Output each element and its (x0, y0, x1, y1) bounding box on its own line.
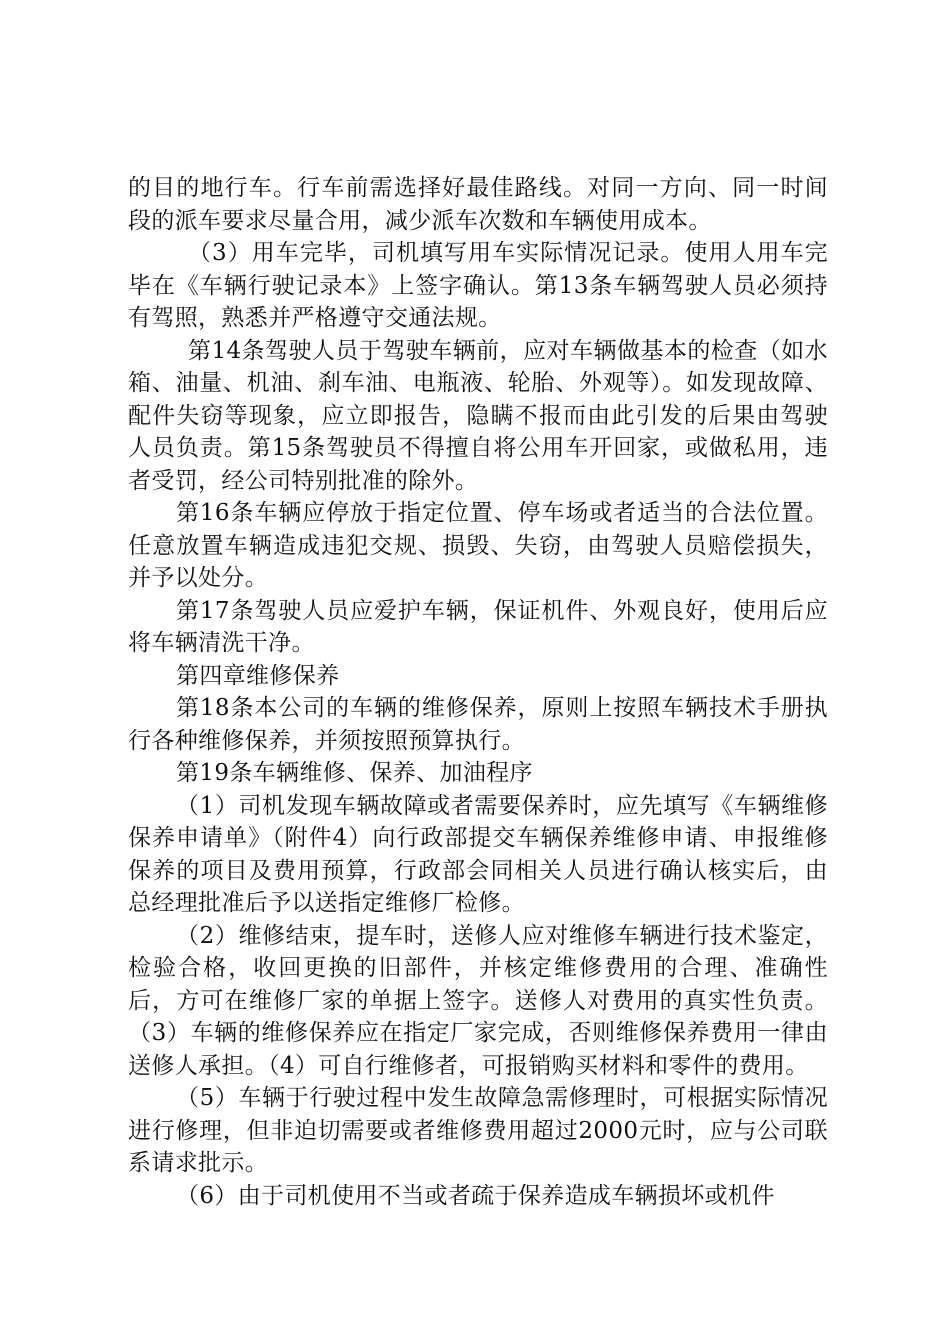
paragraph: （1）司机发现车辆故障或者需要保养时，应先填写《车辆维修保养申请单》（附件4）向行政部提交车辆保养维修申请、申报维修保养的项目及费用预算，行政部会同相关人员进行确认核实后，由总经理批准后予以送指定维修厂检修。 (128, 792, 828, 916)
paragraph: （2）维修结束，提车时，送修人应对维修车辆进行技术鉴定，检验合格，收回更换的旧部件，并核定维修费用的合理、准确性后，方可在维修厂家的单据上签字。送修人对费用的真实性负责。（3）车辆的维修保养应在指定厂家完成，否则维修保养费用一律由送修人承担。（4）可自行维修者，可报销购买材料和零件的费用。 (128, 922, 828, 1079)
chapter-heading: 第四章维修保养 (176, 662, 340, 689)
paragraph: 第17条驾驶人员应爱护车辆，保证机件、外观良好，使用后应将车辆清洗干净。 (128, 597, 828, 656)
paragraph: 的目的地行车。行车前需选择好最佳路线。对同一方向、同一时间段的派车要求尽量合用，减少派车次数和车辆使用成本。 (128, 175, 828, 234)
document-body (128, 172, 828, 1212)
paragraph: （5）车辆于行驶过程中发生故障急需修理时，可根据实际情况进行修理，但非迫切需要或者维修费用超过2000元时，应与公司联系请求批示。 (128, 1085, 828, 1176)
paragraph: 第14条驾驶人员于驾驶车辆前，应对车辆做基本的检查（如水箱、油量、机油、刹车油、电瓶液、轮胎、外观等）。如发现故障、配件失窃等现象，应立即报告，隐瞒不报而由此引发的后果由驾驶人员负责。第15条驾驶员不得擅自将公用车开回家，或做私用，违者受罚，经公司特别批准的除外。 (128, 337, 828, 494)
paragraph: （3）用车完毕，司机填写用车实际情况记录。使用人用车完毕在《车辆行驶记录本》上签字确认。第13条车辆驾驶人员必须持有驾照，熟悉并严格遵守交通法规。 (128, 240, 828, 331)
paragraph: （6）由于司机使用不当或者疏于保养造成车辆损坏或机件 (176, 1182, 775, 1209)
paragraph: 第19条车辆维修、保养、加油程序 (176, 760, 533, 786)
paragraph: 第18条本公司的车辆的维修保养，原则上按照车辆技术手册执行各种维修保养，并须按照预算执行。 (128, 695, 828, 754)
paragraph: 第16条车辆应停放于指定位置、停车场或者适当的合法位置。任意放置车辆造成违犯交规、损毁、失窃，由驾驶人员赔偿损失，并予以处分。 (128, 500, 828, 591)
